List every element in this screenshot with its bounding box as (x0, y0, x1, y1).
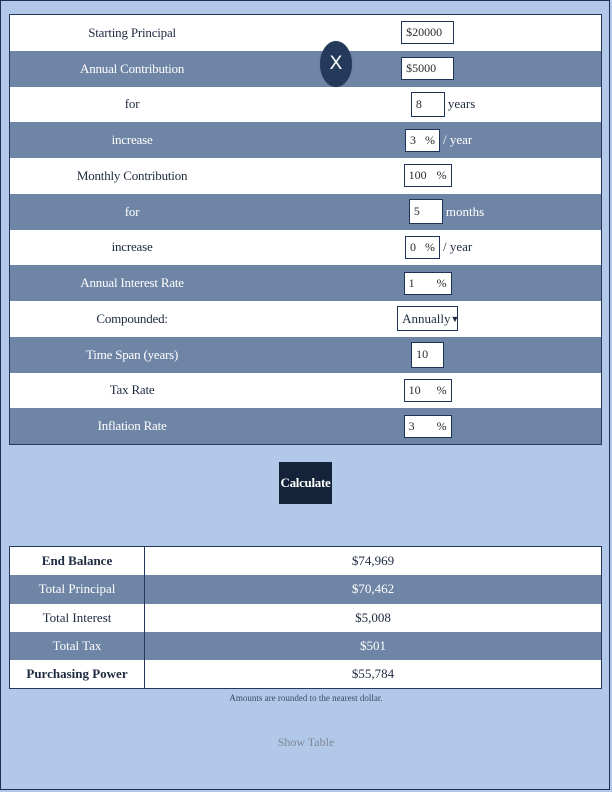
total-interest-label: Total Interest (10, 604, 145, 632)
annual-increase-unit: / year (442, 132, 473, 148)
monthly-contribution-pct: % (436, 168, 447, 183)
monthly-increase-value: 0 (409, 239, 416, 254)
monthly-increase-unit: / year (442, 239, 473, 255)
result-row-total-principal (10, 575, 601, 603)
monthly-increase-pct: % (424, 239, 435, 254)
annual-contribution-label: Annual Contribution (80, 60, 185, 76)
total-principal-value: $70,462 (351, 581, 395, 597)
results-table (9, 546, 602, 689)
tax-rate-pct: % (436, 382, 447, 397)
result-row-end-balance (10, 547, 601, 575)
annual-duration-unit: years (447, 96, 476, 112)
row-annual-increase (10, 122, 601, 158)
tax-rate-input[interactable] (404, 379, 452, 402)
compounded-select[interactable] (397, 306, 458, 331)
interest-rate-input[interactable] (404, 272, 452, 295)
inflation-rate-value: 3 (408, 418, 415, 433)
row-monthly-increase (10, 230, 601, 266)
monthly-contribution-input[interactable] (404, 164, 452, 187)
inflation-rate-label: Inflation Rate (97, 418, 167, 434)
starting-principal-label: Starting Principal (88, 24, 176, 40)
tax-rate-label: Tax Rate (109, 382, 155, 398)
annual-contribution-value: $5000 (406, 61, 437, 76)
calculator-form (9, 14, 602, 445)
monthly-increase-input[interactable] (405, 236, 440, 259)
time-span-input[interactable] (411, 342, 444, 368)
close-button[interactable] (320, 41, 352, 87)
rounding-note: Amounts are rounded to the nearest dollar. (229, 693, 383, 703)
monthly-duration-unit: months (445, 203, 485, 219)
tax-rate-value: 10 (408, 382, 421, 397)
interest-rate-pct: % (436, 275, 447, 290)
annual-increase-label: increase (111, 132, 153, 148)
interest-rate-value: 1 (408, 275, 415, 290)
interest-rate-label: Annual Interest Rate (80, 275, 184, 291)
annual-duration-value: 8 (415, 96, 422, 111)
calculate-button[interactable]: Calculate (279, 462, 332, 504)
annual-increase-value: 3 (409, 132, 416, 147)
starting-principal-value: $20000 (406, 25, 443, 40)
purchasing-power-label: Purchasing Power (10, 660, 145, 688)
result-row-total-tax (10, 632, 601, 660)
monthly-increase-label: increase (111, 239, 153, 255)
monthly-duration-value: 5 (413, 204, 420, 219)
end-balance-value: $74,969 (351, 553, 395, 569)
row-inflation-rate (10, 408, 601, 444)
total-principal-label: Total Principal (10, 575, 145, 603)
row-monthly-duration (10, 194, 601, 230)
total-tax-label: Total Tax (10, 632, 145, 660)
row-annual-contribution (10, 51, 601, 87)
time-span-value: 10 (416, 347, 429, 362)
end-balance-label: End Balance (10, 547, 145, 575)
row-compounded (10, 301, 601, 337)
row-interest-rate (10, 265, 601, 301)
compounded-label: Compounded: (96, 310, 168, 326)
result-row-purchasing-power (10, 660, 601, 688)
annual-duration-input[interactable] (411, 92, 445, 117)
row-starting-principal (10, 15, 601, 51)
total-tax-value: $501 (360, 638, 386, 654)
inflation-rate-input[interactable] (404, 415, 452, 438)
dropdown-arrow-icon: ▼ (450, 313, 460, 324)
purchasing-power-value: $55,784 (351, 666, 395, 682)
show-table-link[interactable]: Show Table (277, 735, 335, 749)
row-time-span (10, 337, 601, 373)
row-tax-rate (10, 373, 601, 409)
result-row-total-interest (10, 604, 601, 632)
annual-increase-input[interactable] (405, 129, 440, 152)
starting-principal-input[interactable] (401, 21, 454, 44)
annual-increase-pct: % (424, 132, 435, 147)
close-icon: X (329, 53, 343, 74)
time-span-label: Time Span (years) (86, 346, 179, 362)
monthly-duration-input[interactable] (409, 199, 443, 224)
annual-contribution-input[interactable] (401, 57, 454, 80)
monthly-contribution-value: 100 (408, 168, 427, 183)
row-annual-duration (10, 87, 601, 123)
compounded-value: Annually (402, 310, 451, 326)
monthly-contribution-label: Monthly Contribution (76, 167, 188, 183)
total-interest-value: $5,008 (355, 609, 391, 625)
inflation-rate-pct: % (436, 418, 447, 433)
annual-duration-label: for (124, 96, 140, 112)
monthly-duration-label: for (124, 203, 140, 219)
row-monthly-contribution (10, 158, 601, 194)
